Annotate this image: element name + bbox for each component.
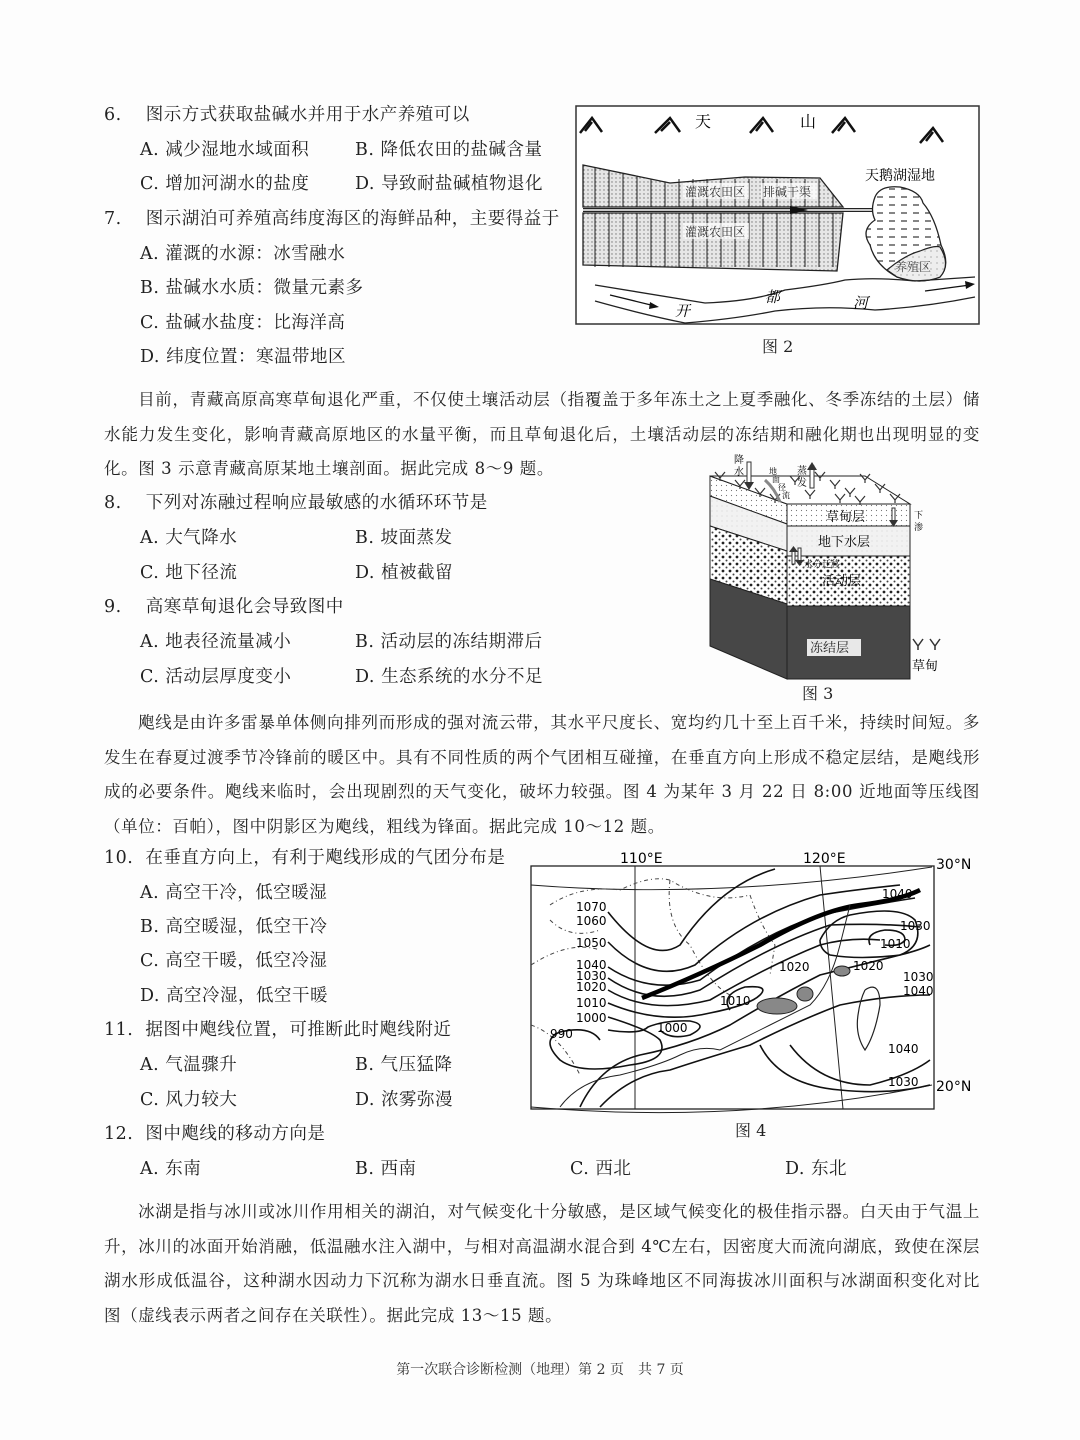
legend-grass-icon	[913, 639, 940, 650]
figure-4-caption: 图 4	[735, 1121, 767, 1140]
question-stem: 图示湖泊可养殖高纬度海区的海鲜品种，主要得益于	[145, 209, 560, 229]
option-text: 高空冷湿，低空干暖	[166, 986, 329, 1006]
figure-3	[700, 455, 960, 684]
layer-label-active: 活动层	[822, 574, 862, 589]
layer-label-grass: 草甸层	[826, 510, 866, 525]
option-label: D.	[355, 174, 375, 194]
option-c[interactable]	[140, 950, 327, 972]
figure-4-isobar-map	[520, 845, 980, 1115]
question-number: 8.	[104, 493, 122, 513]
option-d[interactable]	[355, 666, 543, 688]
option-label: D.	[355, 563, 375, 583]
isobar-label: 1040	[882, 887, 913, 901]
option-b[interactable]	[355, 139, 543, 161]
option-label: A.	[140, 1159, 160, 1179]
option-text: 风力较大	[165, 1090, 238, 1110]
isobar-label: 1030	[903, 970, 934, 984]
question-8	[104, 492, 488, 514]
isobar-label: 1030	[900, 919, 931, 933]
passage-glacial-lake	[104, 1195, 980, 1333]
question-7	[104, 208, 560, 230]
option-a[interactable]	[140, 139, 309, 161]
isobar-label: 1070	[576, 900, 607, 914]
option-text: 浓雾弥漫	[381, 1090, 454, 1110]
precip-label: 降	[734, 455, 744, 466]
squall-line-area	[797, 987, 813, 1001]
option-label: B.	[140, 278, 160, 298]
option-text: 导致耐盐碱植物退化	[381, 174, 544, 194]
option-text: 大气降水	[165, 528, 238, 548]
isobar-label: 1010	[576, 996, 607, 1010]
option-text: 减少湿地水域面积	[165, 140, 310, 160]
option-text: 降低农田的盐碱含量	[380, 140, 543, 160]
question-10	[104, 847, 505, 869]
option-label: B.	[355, 1055, 375, 1075]
question-6	[104, 104, 470, 126]
field-lower	[583, 213, 843, 271]
option-label: A.	[140, 883, 160, 903]
option-b[interactable]	[355, 527, 453, 549]
option-a[interactable]	[140, 631, 291, 653]
option-text: 西南	[380, 1159, 417, 1179]
option-label: B.	[355, 1159, 375, 1179]
option-b[interactable]	[355, 1054, 453, 1076]
figure-2	[575, 105, 980, 330]
isobar-label: 1000	[657, 1021, 688, 1035]
isobar-label: 1020	[779, 960, 810, 974]
option-d[interactable]	[785, 1158, 847, 1180]
option-text: 西北	[595, 1159, 632, 1179]
option-d[interactable]	[355, 173, 543, 195]
figure-2-caption: 图 2	[762, 337, 794, 356]
runoff-label: 流	[782, 491, 790, 500]
moisture-label: 水分迁移	[804, 560, 841, 570]
evap-label: 发	[797, 478, 807, 489]
option-text: 生态系统的水分不足	[381, 667, 544, 687]
passage-text: 目前，青藏高原高寒草甸退化严重，不仅使土壤活动层（指覆盖于多年冻土之上夏季融化、冬季冻结的土层）储水能力发生变化，影响青藏高原地区的水量平衡，而且草甸退化后，土壤活动层的冻结期和融化期也出现明显的变化。图 3 示意青藏高原某地土壤剖面。据此完成 8～9 题。	[104, 390, 980, 478]
farm-label: 养殖区	[895, 260, 932, 274]
option-label: B.	[355, 140, 375, 160]
wetland-label: 天鹅湖湿地	[865, 168, 935, 184]
isobar-label: 1040	[888, 1042, 919, 1056]
option-label: C.	[140, 951, 160, 971]
option-c[interactable]	[140, 666, 291, 688]
option-text: 活动层厚度变小	[165, 667, 292, 687]
option-text: 活动层的冻结期滞后	[380, 632, 543, 652]
option-c[interactable]	[570, 1158, 631, 1180]
isobar-label: 1030	[576, 969, 607, 983]
question-stem: 图中飑线的移动方向是	[145, 1124, 326, 1144]
evap-label: 蒸	[797, 466, 807, 477]
option-label: D.	[355, 1090, 375, 1110]
figure-3-caption: 图 3	[802, 684, 834, 703]
question-stem: 在垂直方向上，有利于飑线形成的气团分布是	[145, 848, 506, 868]
option-text: 地下径流	[165, 563, 238, 583]
squall-line-area	[834, 966, 850, 976]
option-a[interactable]	[140, 1054, 237, 1076]
isobar-label: 1040	[576, 958, 607, 972]
question-number: 6.	[104, 105, 122, 125]
isobar-label: 1060	[576, 914, 607, 928]
layer-label-groundwater: 地下水层	[818, 535, 871, 550]
option-label: D.	[355, 667, 375, 687]
field-label: 灌溉农田区	[685, 185, 746, 199]
question-number: 11.	[104, 1020, 134, 1040]
option-label: D.	[140, 986, 160, 1006]
mountain-label: 山	[800, 112, 817, 131]
option-label: A.	[140, 632, 160, 652]
passage-squall-line	[104, 706, 980, 844]
seep-label: 渗	[914, 523, 924, 533]
isobar-label: 1040	[903, 984, 934, 998]
runoff-label: 面	[772, 475, 780, 484]
layer-label-frozen: 冻结层	[810, 641, 850, 656]
option-a[interactable]	[140, 882, 327, 904]
option-text: 植被截留	[381, 563, 454, 583]
option-c[interactable]	[140, 312, 345, 334]
passage-text: 飑线是由许多雷暴单体侧向排列而形成的强对流云带，其水平尺度长、宽均约几十至上百千米，持续时间短。多发生在春夏过渡季节冷锋前的暖区中。具有不同性质的两个气团相互碰撞，在垂直方向上形成不稳定层结，是飑线形成的必要条件。飑线来临时，会出现剧烈的天气变化，破坏力较强。图 4 为某年 3 月 22 日 8:00 近地面等压线图（单位：百帕），图中阴影区为飑线，粗线为锋面。据此完成 10～12 题。	[104, 713, 980, 836]
isobar-label: 1010	[880, 937, 911, 951]
option-text: 盐碱水水质：微量元素多	[165, 278, 364, 298]
lat-label: 30°N	[936, 857, 972, 873]
option-label: A.	[140, 140, 160, 160]
option-c[interactable]	[140, 173, 309, 195]
lon-label: 110°E	[620, 851, 663, 867]
option-label: C.	[140, 1090, 160, 1110]
option-text: 高空暖湿，低空干冷	[165, 917, 328, 937]
question-stem: 下列对冻融过程响应最敏感的水循环环节是	[145, 493, 488, 513]
option-label: C.	[570, 1159, 590, 1179]
option-d[interactable]	[355, 562, 453, 584]
runoff-label: 径	[778, 483, 786, 492]
option-text: 灌溉的水源：冰雪融水	[165, 244, 346, 264]
question-9	[104, 596, 344, 618]
question-11	[104, 1019, 451, 1041]
question-number: 10.	[104, 848, 134, 868]
option-c[interactable]	[140, 1089, 237, 1111]
option-label: D.	[785, 1159, 805, 1179]
option-label: A.	[140, 1055, 160, 1075]
runoff-label: 地	[769, 467, 777, 476]
option-text: 地表径流量减小	[165, 632, 292, 652]
option-label: C.	[140, 174, 160, 194]
option-d[interactable]	[355, 1089, 453, 1111]
channel-label: 排碱干渠	[763, 185, 812, 199]
option-text: 气温骤升	[165, 1055, 238, 1075]
question-12	[104, 1123, 325, 1145]
question-number: 9.	[104, 597, 122, 617]
option-label: C.	[140, 313, 160, 333]
squall-line-area	[757, 998, 797, 1014]
option-label: C.	[140, 667, 160, 687]
option-b[interactable]	[355, 1158, 417, 1180]
option-label: A.	[140, 244, 160, 264]
question-stem: 高寒草甸退化会导致图中	[145, 597, 344, 617]
question-number: 12.	[104, 1124, 134, 1144]
lon-label: 120°E	[803, 851, 846, 867]
option-text: 东南	[165, 1159, 202, 1179]
option-text: 坡面蒸发	[380, 528, 453, 548]
option-d[interactable]	[140, 985, 328, 1007]
seep-label: 下	[914, 511, 924, 521]
option-text: 纬度位置：寒温带地区	[166, 347, 347, 367]
isobar-label: 1050	[576, 936, 607, 950]
isobar-label: 1010	[720, 994, 751, 1008]
option-label: B.	[355, 528, 375, 548]
option-a[interactable]	[140, 243, 345, 265]
option-label: B.	[140, 917, 160, 937]
question-stem: 据图中飑线位置，可推断此时飑线附近	[145, 1020, 452, 1040]
option-text: 高空干暖，低空冷湿	[165, 951, 328, 971]
river-label: 开	[675, 302, 691, 320]
isobar-label: 1020	[853, 959, 884, 973]
option-b[interactable]	[140, 277, 364, 299]
river-label: 都	[765, 288, 781, 306]
option-text: 高空干冷，低空暖湿	[165, 883, 328, 903]
mountain-label: 天	[695, 112, 712, 131]
option-label: D.	[140, 347, 160, 367]
option-text: 盐碱水盐度：比海洋高	[165, 313, 346, 333]
option-b[interactable]	[355, 631, 543, 653]
precip-label: 水	[734, 467, 744, 478]
legend-label: 草甸	[912, 659, 939, 674]
isobar-label: 990	[550, 1027, 573, 1041]
field-label: 灌溉农田区	[685, 225, 746, 239]
river-label: 河	[853, 294, 869, 312]
option-a[interactable]	[140, 527, 237, 549]
option-label: C.	[140, 563, 160, 583]
option-d[interactable]	[140, 346, 346, 368]
question-number: 7.	[104, 209, 122, 229]
passage-text: 冰湖是指与冰川或冰川作用相关的湖泊，对气候变化十分敏感，是区域气候变化的极佳指示器。白天由于气温上升，冰川的冰面开始消融，低温融水注入湖中，与相对高温湖水混合到 4℃左右，因密度大而流向湖底，致使在深层湖水形成低温谷，这种湖水因动力下沉称为湖水日垂直流。图 5 为珠峰地区不同海拔冰川面积与冰湖面积变化对比图（虚线表示两者之间存在关联性）。据此完成 13～15 题。	[104, 1202, 980, 1325]
option-text: 增加河湖水的盐度	[165, 174, 310, 194]
option-b[interactable]	[140, 916, 328, 938]
option-text: 东北	[811, 1159, 848, 1179]
option-label: B.	[355, 632, 375, 652]
question-stem: 图示方式获取盐碱水并用于水产养殖可以	[145, 105, 470, 125]
isobar-label: 1000	[576, 1011, 607, 1025]
isobar-label: 1030	[888, 1075, 919, 1089]
option-label: A.	[140, 528, 160, 548]
option-a[interactable]	[140, 1158, 201, 1180]
isobar-label: 1020	[576, 980, 607, 994]
lat-label: 20°N	[936, 1079, 972, 1095]
option-text: 气压猛降	[380, 1055, 453, 1075]
option-c[interactable]	[140, 562, 237, 584]
page-footer: 第一次联合诊断检测（地理）第 2 页 共 7 页	[396, 1362, 684, 1378]
